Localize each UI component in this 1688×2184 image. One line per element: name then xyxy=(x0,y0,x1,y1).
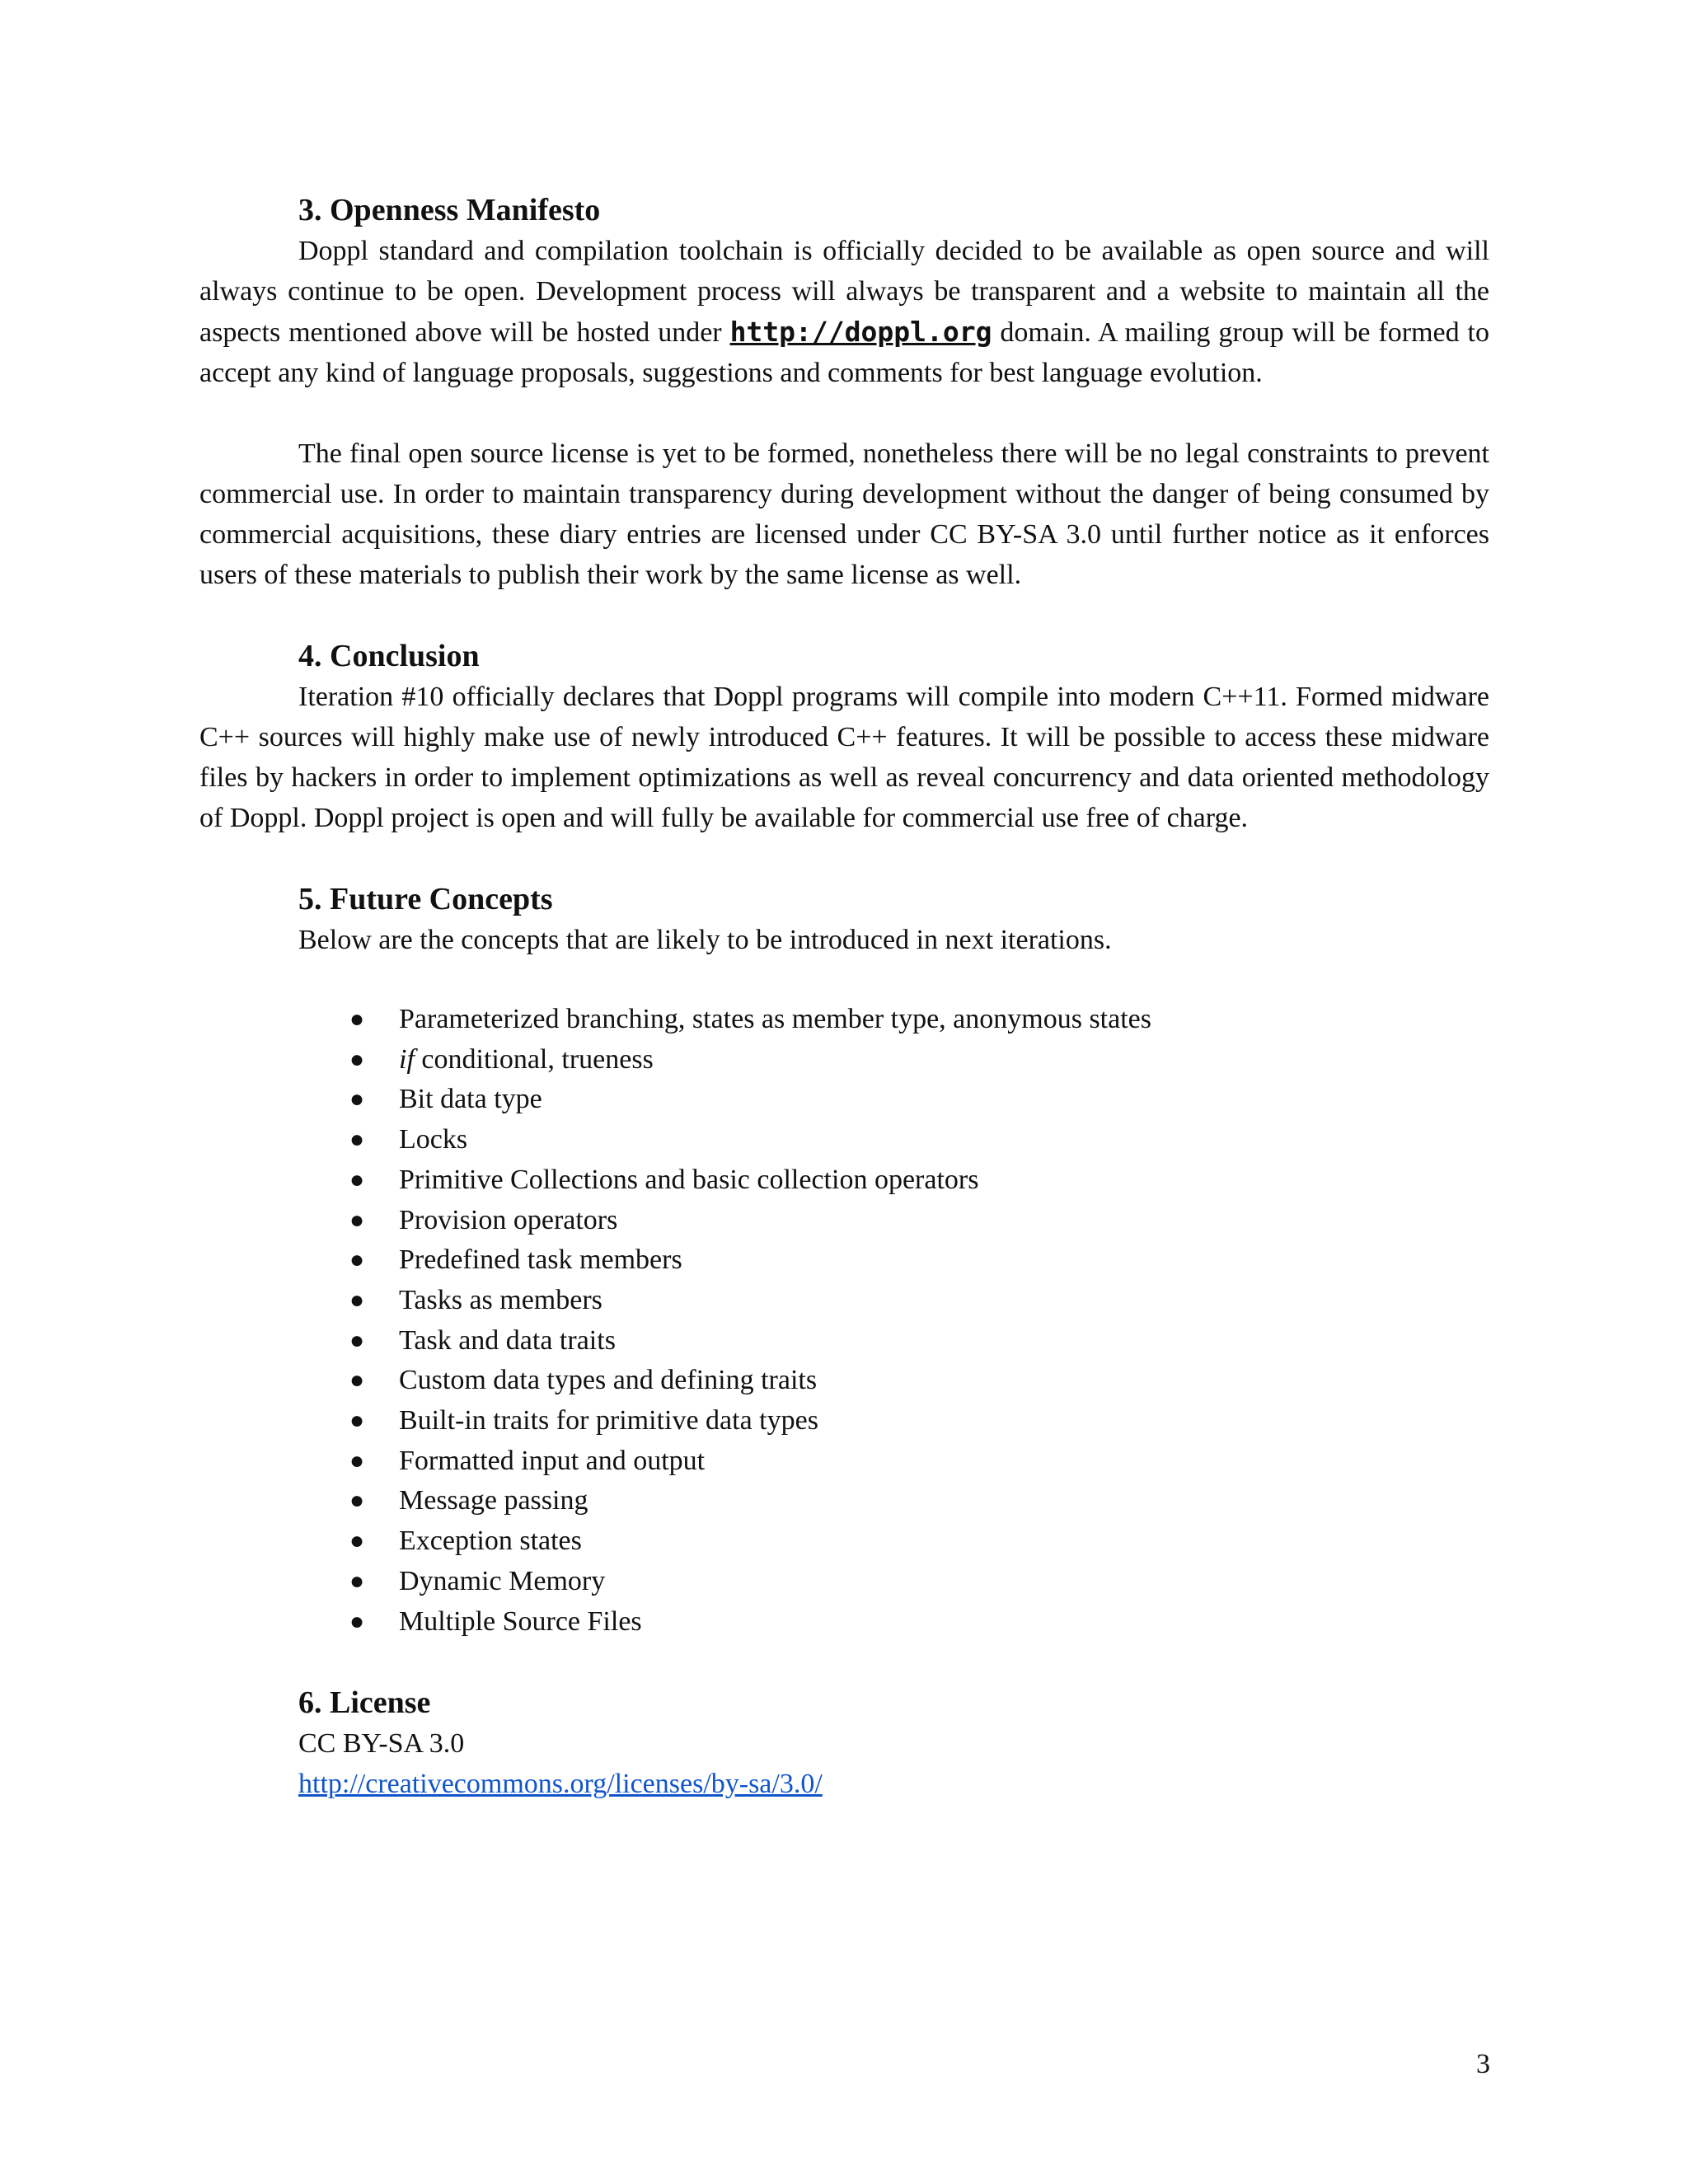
section-heading: 5. Future Concepts xyxy=(298,882,553,916)
bullet-icon: ● xyxy=(349,1045,365,1073)
section-license xyxy=(199,1682,1489,1804)
list-item-text: Bit data type xyxy=(399,1084,542,1115)
bullet-icon: ● xyxy=(349,1246,365,1274)
bullet-icon: ● xyxy=(349,1326,365,1354)
bullet-icon: ● xyxy=(349,1527,365,1555)
section-heading: 4. Conclusion xyxy=(298,639,480,673)
section-heading: 3. Openness Manifesto xyxy=(298,193,601,227)
list-item xyxy=(349,1160,1489,1201)
license-link-line xyxy=(298,1764,1489,1804)
bullet-icon: ● xyxy=(349,1286,365,1314)
future-intro: Below are the concepts that are likely to be introduced in next iterations. xyxy=(298,925,1112,955)
list-item xyxy=(349,1201,1489,1241)
list-item xyxy=(349,1602,1489,1643)
bullet-icon: ● xyxy=(349,1085,365,1113)
page-number: 3 xyxy=(1476,2049,1490,2079)
list-item-text: Tasks as members xyxy=(399,1284,603,1315)
bullet-icon: ● xyxy=(349,1206,365,1234)
list-item xyxy=(349,1361,1489,1401)
list-item-italic: if xyxy=(399,1043,415,1075)
section-openness-manifesto xyxy=(199,190,1489,595)
list-item-text: Locks xyxy=(399,1124,468,1155)
conclusion-paragraph: Iteration #10 officially declares that Doppl programs will compile into modern C++11. Formed midware C++ sources will highly make use of newly introduced C++ features. It will be possible to access these midware files by hackers in order to implement optimizations as well as reveal concurrency and data oriented methodology of Doppl. Doppl project is open and will fully be available for commercial use free of charge. xyxy=(199,682,1489,833)
openness-paragraph-1 xyxy=(199,231,1489,393)
openness-paragraph-2: The final open source license is yet to be formed, nonetheless there will be no legal constraints to prevent commercial use. In order to maintain transparency during development without the danger of being consumed by commercial acquisitions, these diary entries are licensed under CC BY-SA 3.0 until further notice as it enforces users of these materials to publish their work by the same license as well. xyxy=(199,438,1489,590)
section-conclusion xyxy=(199,635,1489,838)
bullet-icon: ● xyxy=(349,1126,365,1154)
concept-list xyxy=(199,1000,1489,1642)
section-future-concepts xyxy=(199,879,1489,1642)
list-item-text: Custom data types and defining traits xyxy=(399,1365,818,1396)
list-item xyxy=(349,1401,1489,1441)
openness-text-after-url: domain. A mailing group will be formed to accept any kind of language proposals, suggestions and comments for best language evolution. xyxy=(199,317,1489,388)
list-item-text: Provision operators xyxy=(399,1204,618,1235)
bullet-icon: ● xyxy=(349,1567,365,1595)
list-item xyxy=(349,1240,1489,1281)
bullet-icon: ● xyxy=(349,1005,365,1033)
bullet-icon: ● xyxy=(349,1446,365,1474)
list-item xyxy=(349,1321,1489,1361)
list-item-text: Predefined task members xyxy=(399,1244,682,1276)
bullet-icon: ● xyxy=(349,1487,365,1515)
bullet-icon: ● xyxy=(349,1407,365,1435)
list-item-text: Multiple Source Files xyxy=(399,1605,642,1637)
list-item xyxy=(349,1120,1489,1160)
list-item-text: Dynamic Memory xyxy=(399,1565,606,1596)
section-heading: 6. License xyxy=(298,1685,431,1721)
list-item xyxy=(349,1562,1489,1602)
list-item xyxy=(349,1441,1489,1482)
list-item-text: conditional, trueness xyxy=(414,1043,654,1075)
list-item xyxy=(349,1000,1489,1040)
doppl-url: http://doppl.org xyxy=(729,316,992,348)
list-item-text: Task and data traits xyxy=(399,1324,616,1356)
list-item xyxy=(349,1521,1489,1562)
license-link[interactable]: http://creativecommons.org/licenses/by-sa/3.0/ xyxy=(298,1769,823,1800)
bullet-icon: ● xyxy=(349,1165,365,1193)
list-item xyxy=(349,1481,1489,1521)
openness-text-before-url: Doppl standard and compilation toolchain is officially decided to be available as open source and will always continue to be open. Development process will always be transparent and a website to maintain all the aspects mentioned above will be hosted under xyxy=(199,236,1489,348)
list-item xyxy=(349,1040,1489,1080)
license-name: CC BY-SA 3.0 xyxy=(298,1728,465,1760)
bullet-icon: ● xyxy=(349,1607,365,1635)
page-content xyxy=(199,190,1489,1804)
bullet-icon: ● xyxy=(349,1366,365,1394)
list-item-text: Primitive Collections and basic collection operators xyxy=(399,1164,979,1195)
list-item xyxy=(349,1080,1489,1120)
list-item-text: Formatted input and output xyxy=(399,1445,706,1476)
list-item-text: Parameterized branching, states as member type, anonymous states xyxy=(399,1004,1151,1034)
list-item-text: Exception states xyxy=(399,1526,582,1557)
list-item-text: Message passing xyxy=(399,1485,588,1516)
list-item-text: Built-in traits for primitive data types xyxy=(399,1405,818,1436)
list-item xyxy=(349,1281,1489,1321)
